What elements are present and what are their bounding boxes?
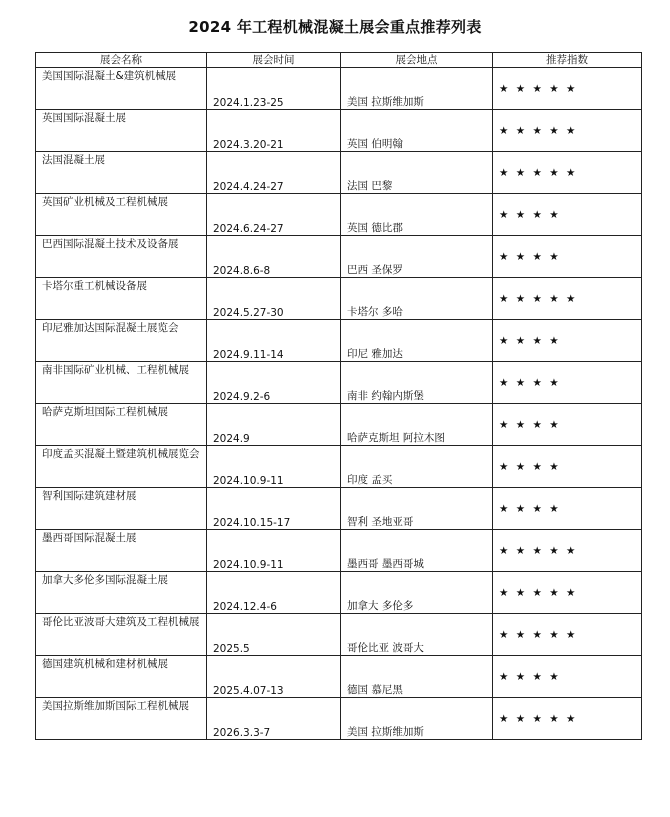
exhibition-location-cell: 南非 约翰内斯堡 <box>341 362 493 404</box>
table-row <box>36 488 642 530</box>
rating-stars: ★ ★ ★ ★ <box>493 404 642 446</box>
exhibition-name-cell: 智利国际建筑建材展 <box>36 488 207 530</box>
table-row <box>36 698 642 740</box>
rating-stars: ★ ★ ★ ★ <box>493 446 642 488</box>
exhibition-name-cell: 法国混凝土展 <box>36 152 207 194</box>
header-exhibition-date: 展会时间 <box>207 53 341 68</box>
rating-stars: ★ ★ ★ ★ <box>493 320 642 362</box>
table-row <box>36 278 642 320</box>
exhibition-date-cell: 2024.10.9-11 <box>207 446 341 488</box>
exhibition-name-cell: 英国国际混凝土展 <box>36 110 207 152</box>
rating-stars: ★ ★ ★ ★ <box>493 656 642 698</box>
table-row <box>36 614 642 656</box>
exhibition-name-cell: 美国拉斯维加斯国际工程机械展 <box>36 698 207 740</box>
exhibition-location-cell: 美国 拉斯维加斯 <box>341 698 493 740</box>
exhibition-name-cell: 墨西哥国际混凝土展 <box>36 530 207 572</box>
table-row <box>36 656 642 698</box>
exhibition-table <box>35 52 642 740</box>
table-row <box>36 572 642 614</box>
exhibition-date-cell: 2024.6.24-27 <box>207 194 341 236</box>
header-recommendation-rating: 推荐指数 <box>493 53 642 68</box>
exhibition-date-cell: 2025.5 <box>207 614 341 656</box>
exhibition-date-cell: 2024.3.20-21 <box>207 110 341 152</box>
exhibition-location-cell: 英国 德比郡 <box>341 194 493 236</box>
exhibition-location-cell: 法国 巴黎 <box>341 152 493 194</box>
exhibition-location-cell: 美国 拉斯维加斯 <box>341 68 493 110</box>
rating-stars: ★ ★ ★ ★ ★ <box>493 152 642 194</box>
exhibition-location-cell: 英国 伯明翰 <box>341 110 493 152</box>
exhibition-date-cell: 2024.5.27-30 <box>207 278 341 320</box>
exhibition-date-cell: 2024.4.24-27 <box>207 152 341 194</box>
exhibition-date-cell: 2024.8.6-8 <box>207 236 341 278</box>
exhibition-location-cell: 印尼 雅加达 <box>341 320 493 362</box>
exhibition-date-cell: 2024.9 <box>207 404 341 446</box>
exhibition-name-cell: 加拿大多伦多国际混凝土展 <box>36 572 207 614</box>
rating-stars: ★ ★ ★ ★ ★ <box>493 614 642 656</box>
table-row <box>36 68 642 110</box>
table-row <box>36 152 642 194</box>
exhibition-location-cell: 智利 圣地亚哥 <box>341 488 493 530</box>
table-row <box>36 404 642 446</box>
exhibition-location-cell: 墨西哥 墨西哥城 <box>341 530 493 572</box>
table-row <box>36 446 642 488</box>
rating-stars: ★ ★ ★ ★ <box>493 236 642 278</box>
exhibition-name-cell: 德国建筑机械和建材机械展 <box>36 656 207 698</box>
table-row <box>36 194 642 236</box>
table-header-row <box>36 53 642 68</box>
exhibition-date-cell: 2024.9.2-6 <box>207 362 341 404</box>
exhibition-location-cell: 卡塔尔 多哈 <box>341 278 493 320</box>
exhibition-date-cell: 2024.10.15-17 <box>207 488 341 530</box>
exhibition-name-cell: 哈萨克斯坦国际工程机械展 <box>36 404 207 446</box>
exhibition-date-cell: 2024.9.11-14 <box>207 320 341 362</box>
table-row <box>36 236 642 278</box>
exhibition-location-cell: 哥伦比亚 波哥大 <box>341 614 493 656</box>
exhibition-name-cell: 英国矿业机械及工程机械展 <box>36 194 207 236</box>
exhibition-name-cell: 哥伦比亚波哥大建筑及工程机械展 <box>36 614 207 656</box>
rating-stars: ★ ★ ★ ★ ★ <box>493 698 642 740</box>
header-exhibition-name: 展会名称 <box>36 53 207 68</box>
exhibition-name-cell: 印度孟买混凝土暨建筑机械展览会 <box>36 446 207 488</box>
exhibition-name-cell: 卡塔尔重工机械设备展 <box>36 278 207 320</box>
exhibition-date-cell: 2025.4.07-13 <box>207 656 341 698</box>
exhibition-location-cell: 印度 孟买 <box>341 446 493 488</box>
rating-stars: ★ ★ ★ ★ <box>493 488 642 530</box>
rating-stars: ★ ★ ★ ★ <box>493 362 642 404</box>
exhibition-location-cell: 巴西 圣保罗 <box>341 236 493 278</box>
rating-stars: ★ ★ ★ ★ <box>493 194 642 236</box>
rating-stars: ★ ★ ★ ★ ★ <box>493 572 642 614</box>
exhibition-location-cell: 德国 慕尼黑 <box>341 656 493 698</box>
exhibition-date-cell: 2026.3.3-7 <box>207 698 341 740</box>
exhibition-name-cell: 美国国际混凝土&建筑机械展 <box>36 68 207 110</box>
header-exhibition-location: 展会地点 <box>341 53 493 68</box>
page-title: 2024 年工程机械混凝土展会重点推荐列表 <box>188 18 482 36</box>
table-row <box>36 320 642 362</box>
exhibition-location-cell: 哈萨克斯坦 阿拉木图 <box>341 404 493 446</box>
table-row <box>36 362 642 404</box>
rating-stars: ★ ★ ★ ★ ★ <box>493 278 642 320</box>
exhibition-location-cell: 加拿大 多伦多 <box>341 572 493 614</box>
exhibition-date-cell: 2024.10.9-11 <box>207 530 341 572</box>
exhibition-name-cell: 巴西国际混凝土技术及设备展 <box>36 236 207 278</box>
table-row <box>36 530 642 572</box>
exhibition-date-cell: 2024.12.4-6 <box>207 572 341 614</box>
exhibition-name-cell: 印尼雅加达国际混凝土展览会 <box>36 320 207 362</box>
rating-stars: ★ ★ ★ ★ ★ <box>493 530 642 572</box>
rating-stars: ★ ★ ★ ★ ★ <box>493 110 642 152</box>
table-row <box>36 110 642 152</box>
exhibition-date-cell: 2024.1.23-25 <box>207 68 341 110</box>
rating-stars: ★ ★ ★ ★ ★ <box>493 68 642 110</box>
exhibition-name-cell: 南非国际矿业机械、工程机械展 <box>36 362 207 404</box>
